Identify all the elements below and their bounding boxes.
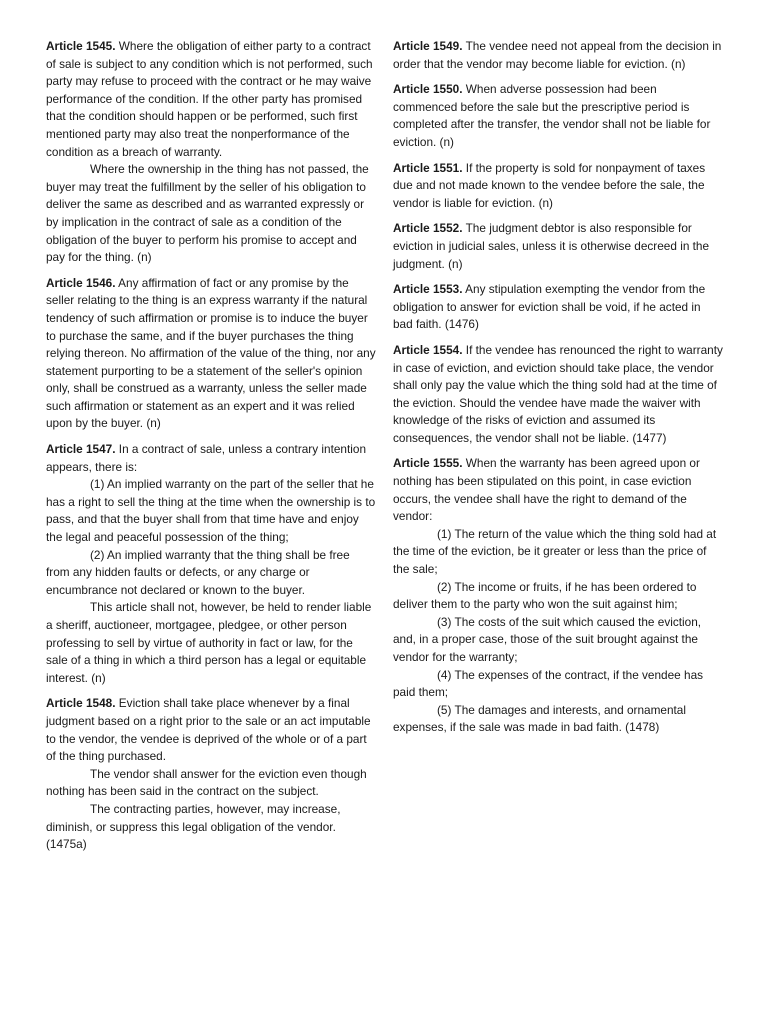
article-paragraph <box>46 441 376 476</box>
article-text: Where the obligation of either party to a contract of sale is subject to any condition which is not performed, such party may refuse to proceed with the contract or he may waive performance of the condition. If the other party has promised that the condition should happen or be performed, such first mentioned party may also treat the nonperformance of the condition as a breach of warranty. <box>46 39 373 159</box>
article-text: The judgment debtor is also responsible for eviction in judicial sales, unless it is otherwise decreed in the judgment. (n) <box>393 221 710 271</box>
article-text: Where the ownership in the thing has not passed, the buyer may treat the fulfillment by the seller of his obligation to deliver the same as described and as warranted expressly or by implication in the contract of sale as a condition of the obligation of the buyer to perform his promise to accept and pay for the thing. (n) <box>46 162 369 265</box>
article-text: The vendor shall answer for the eviction even though nothing has been said in the contract on the subject. <box>46 766 367 799</box>
article-text: When adverse possession had been commenced before the sale but the prescriptive period is completed after the transfer, the vendor shall not be liable for eviction. (n) <box>393 82 711 149</box>
article-subitem: (1) The return of the value which the thing sold had at the time of the eviction, be it greater or less than the price of the sale; <box>393 526 717 577</box>
article-subitem: (3) The costs of the suit which caused the eviction, and, in a proper case, those of the suit brought against the vendor for the warranty; <box>393 614 702 664</box>
article-label: Article 1553. <box>393 282 463 297</box>
article-paragraph <box>46 695 376 765</box>
left-column <box>46 38 376 862</box>
article-1551 <box>393 160 723 213</box>
article-1554 <box>393 342 723 448</box>
article-text: The vendee need not appeal from the decision in order that the vendor may become liable for eviction. (n) <box>393 39 722 71</box>
article-1553 <box>393 281 723 334</box>
article-label: Article 1554. <box>393 342 463 357</box>
article-text: If the vendee has renounced the right to warranty in case of eviction, and eviction should take place, the vendor shall only pay the value which the thing sold had at the time of the eviction. Should the vendee have made the waiver with knowledge of the risks of eviction and assumed its consequences, the vendor shall not be liable. (1477) <box>393 342 723 445</box>
article-label: Article 1550. <box>393 82 463 97</box>
right-column <box>393 38 723 745</box>
article-1550 <box>393 81 723 151</box>
article-subitem: (2) An implied warranty that the thing shall be free from any hidden faults or defects, or any charge or encumbrance not declared or known to the buyer. <box>46 547 350 597</box>
article-label: Article 1552. <box>393 221 463 236</box>
article-subitem: (4) The expenses of the contract, if the vendee has paid them; <box>393 667 704 700</box>
article-paragraph <box>393 342 723 448</box>
article-paragraph <box>393 220 723 273</box>
article-text: Any affirmation of fact or any promise by the seller relating to the thing is an express warranty if the natural tendency of such affirmation or promise is to induce the buyer to purchase the same, and if the buyer purchases the thing relying thereon. No affirmation of the value of the thing, nor any statement purporting to be a statement of the seller's opinion only, shall be construed as a warranty, unless the seller made such affirmation or statement as an expert and it was relied upon by the buyer. (n) <box>46 275 376 431</box>
article-label: Article 1555. <box>393 456 463 471</box>
article-1552 <box>393 220 723 273</box>
article-text: Eviction shall take place whenever by a final judgment based on a right prior to the sale or an act imputable to the vendor, the vendee is deprived of the whole or of a part of the thing purchased. <box>46 696 371 764</box>
article-label: Article 1551. <box>393 160 463 175</box>
article-text: This article shall not, however, be held to render liable a sheriff, auctioneer, mortgagee, pledgee, or other person professing to sell by virtue of authority in fact or law, for the sale of a thing in which a third person has a legal or equitable interest. (n) <box>46 600 372 685</box>
article-1548 <box>46 695 376 853</box>
article-label: Article 1545. <box>46 39 116 53</box>
article-text: If the property is sold for nonpayment of taxes due and not made known to the vendee before the sale, the vendor is liable for eviction. (n) <box>393 160 706 210</box>
article-1546 <box>46 275 376 433</box>
article-subitem: (5) The damages and interests, and ornamental expenses, if the sale was made in bad faith. (1478) <box>393 702 686 735</box>
article-paragraph <box>393 281 723 334</box>
article-text: Any stipulation exempting the vendor from the obligation to answer for eviction shall be void, if he acted in bad faith. (1476) <box>393 282 706 332</box>
article-1555 <box>393 455 723 737</box>
article-label: Article 1546. <box>46 275 116 290</box>
article-paragraph <box>393 81 723 151</box>
article-label: Article 1548. <box>46 696 116 711</box>
article-paragraph <box>393 160 723 213</box>
article-label: Article 1547. <box>46 442 116 457</box>
article-paragraph <box>46 38 376 161</box>
article-text: In a contract of sale, unless a contrary intention appears, there is: <box>46 442 367 474</box>
article-paragraph <box>393 455 723 525</box>
article-1547 <box>46 441 376 687</box>
article-label: Article 1549. <box>393 39 463 53</box>
article-paragraph <box>46 275 376 433</box>
article-text: The contracting parties, however, may increase, diminish, or suppress this legal obligation of the vendor. (1475a) <box>46 801 341 852</box>
article-text: When the warranty has been agreed upon or nothing has been stipulated on this point, in case eviction occurs, the vendee shall have the right to demand of the vendor: <box>393 456 700 524</box>
article-paragraph <box>393 38 723 73</box>
article-subitem: (2) The income or fruits, if he has been ordered to deliver them to the party who won the suit against him; <box>393 579 697 612</box>
article-1545 <box>46 38 376 267</box>
article-subitem: (1) An implied warranty on the part of the seller that he has a right to sell the thing at the time when the ownership is to pass, and that the buyer shall from that time have and enjoy the legal and peaceful possession of the thing; <box>46 477 376 545</box>
article-1549 <box>393 38 723 73</box>
